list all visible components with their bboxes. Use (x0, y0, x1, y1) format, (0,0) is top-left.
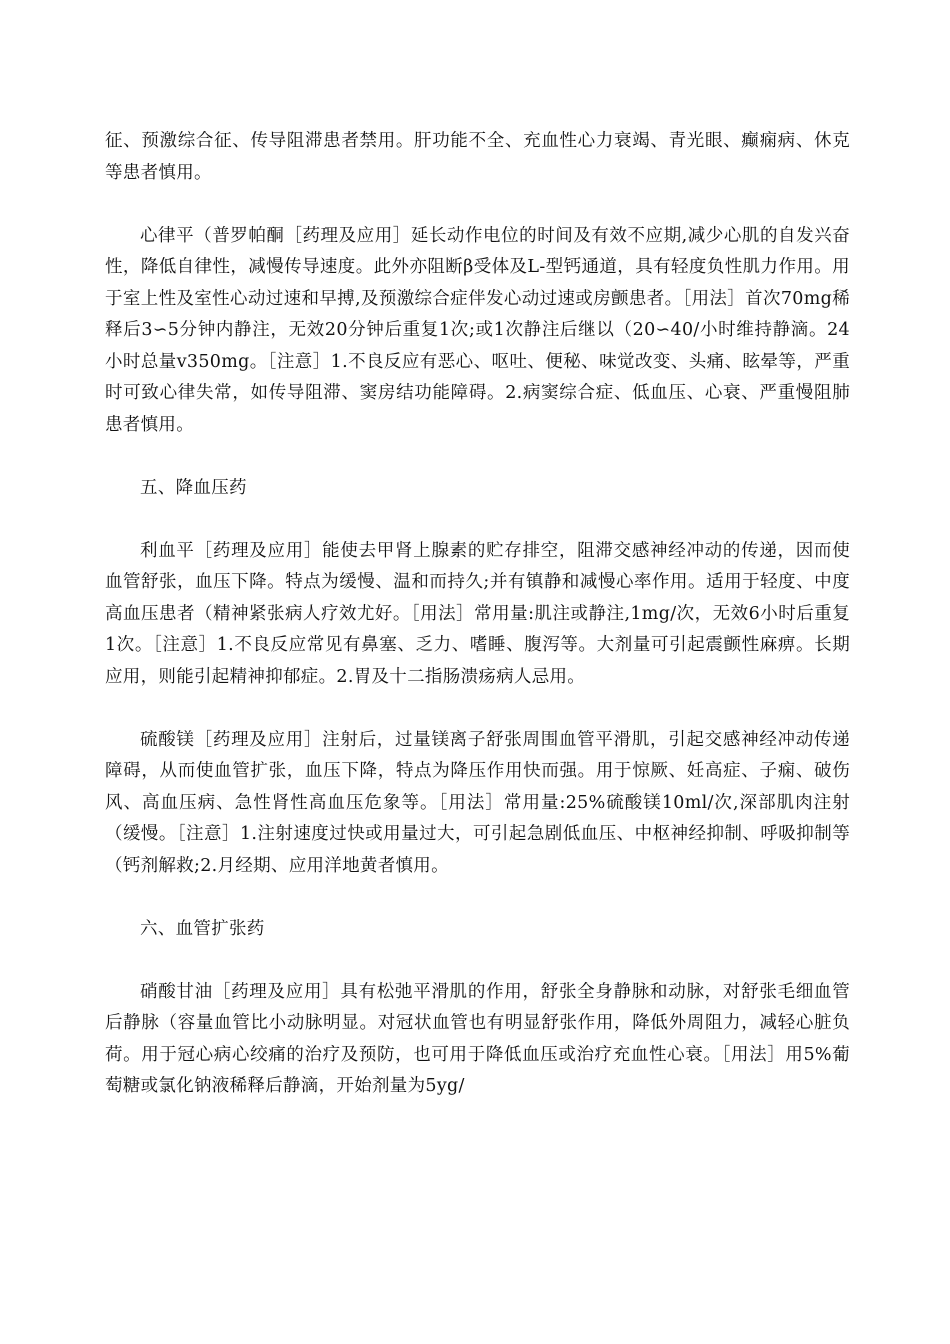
paragraph-nitroglycerin: 硝酸甘油［药理及应用］具有松弛平滑肌的作用，舒张全身静脉和动脉，对舒张毛细血管后静脉（容量血管比小动脉明显。对冠状血管也有明显舒张作用，降低外周阻力，减轻心脏负荷。用于冠心病心绞痛的治疗及预防，也可用于降低血压或治疗充血性心衰。［用法］用5%葡萄糖或氯化钠液稀释后静滴，开始剂量为5yg/ (105, 981, 850, 1096)
section-heading-antihypertensive: 五、降血压药 (140, 477, 247, 498)
paragraph-continuation: 征、预激综合征、传导阻滞患者禁用。肝功能不全、充血性心力衰竭、青光眼、癫痫病、休克等患者慎用。 (105, 131, 850, 183)
paragraph-reserpine: 利血平［药理及应用］能使去甲肾上腺素的贮存排空，阻滞交感神经冲动的传递，因而使血管舒张，血压下降。特点为缓慢、温和而持久;并有镇静和减慢心率作用。适用于轻度、中度高血压患者（精神紧张病人疗效尤好。［用法］常用量:肌注或静注,1mg/次，无效6小时后重复1次。［注意］1.不良反应常见有鼻塞、乏力、嗜睡、腹泻等。大剂量可引起震颤性麻痹。长期应用，则能引起精神抑郁症。2.胃及十二指肠溃疡病人忌用。 (105, 540, 850, 687)
paragraph-magnesium-sulfate: 硫酸镁［药理及应用］注射后，过量镁离子舒张周围血管平滑肌，引起交感神经冲动传递障碍，从而使血管扩张，血压下降，特点为降压作用快而强。用于惊厥、妊高症、子痫、破伤风、高血压病、急性肾性高血压危象等。［用法］常用量:25%硫酸镁10ml/次,深部肌肉注射（缓慢。［注意］1.注射速度过快或用量过大，可引起急剧低血压、中枢神经抑制、呼吸抑制等（钙剂解救;2.月经期、应用洋地黄者慎用。 (105, 729, 850, 876)
section-heading-vasodilator: 六、血管扩张药 (140, 918, 265, 939)
paragraph-xinlvping: 心律平（普罗帕酮［药理及应用］延长动作电位的时间及有效不应期,减少心肌的自发兴奋性，降低自律性，减慢传导速度。此外亦阻断β受体及L-型钙通道，具有轻度负性肌力作用。用于室上性及室性心动过速和早搏,及预激综合症伴发心动过速或房颤患者。［用法］首次70mg稀释后3∽5分钟内静注，无效20分钟后重复1次;或1次静注后继以（20∽40/小时维持静滴。24小时总量v350mg。［注意］1.不良反应有恶心、呕吐、便秘、味觉改变、头痛、眩晕等，严重时可致心律失常，如传导阻滞、窦房结功能障碍。2.病窦综合症、低血压、心衰、严重慢阻肺患者慎用。 (105, 225, 850, 435)
document-body (105, 126, 850, 1134)
